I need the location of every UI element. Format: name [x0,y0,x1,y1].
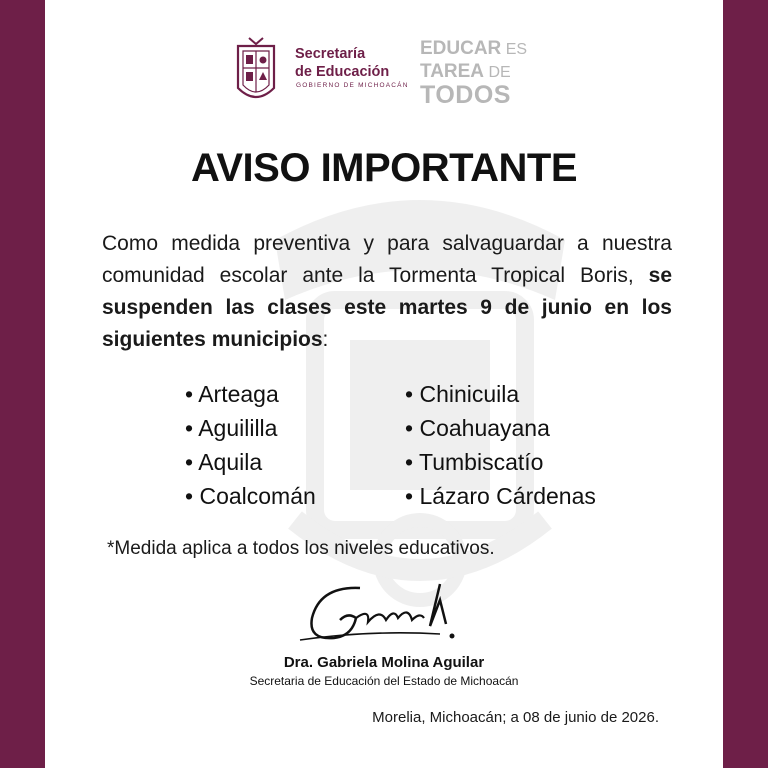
list-item: • Coahuayana [405,411,596,445]
slogan-word-tarea: TAREA [420,61,485,82]
list-item: • Lázaro Cárdenas [405,479,596,513]
header [45,36,723,116]
org-name-line2: de Educación [295,64,390,80]
slogan-word-educar: EDUCAR [420,38,502,59]
notice-intro: Como medida preventiva y para salvaguardar a nuestra comunidad escolar ante la Tormenta Tropical Boris, [102,232,672,287]
signatory-title: Secretaria de Educación del Estado de Michoacán [249,674,519,688]
list-item: • Chinicuila [405,377,596,411]
slogan [420,38,527,110]
slogan-word-es: ES [505,41,528,58]
list-item: • Tumbiscatío [405,445,596,479]
list-item: • Arteaga [185,377,316,411]
notice-end: : [322,328,329,351]
page-title: AVISO IMPORTANTE [190,146,578,190]
list-item: • Aguililla [185,411,316,445]
place-date: Morelia, Michoacán; a 08 de junio de 2026. [372,709,659,726]
slogan-word-de: DE [488,64,511,81]
footnote: *Medida aplica a todos los niveles educativos. [107,538,495,559]
michoacan-seal-icon [235,36,277,108]
municipios-list-left [185,377,316,513]
slogan-word-todos: TODOS [420,81,511,109]
org-name-line1: Secretaría [295,46,366,62]
notice-sheet [45,0,723,768]
org-subtitle: GOBIERNO DE MICHOACÁN [296,82,409,89]
list-item: • Coalcomán [185,479,316,513]
list-item: • Aquila [185,445,316,479]
notice-body [102,228,672,356]
municipios-list-right [405,377,596,513]
handwritten-signature [290,578,480,658]
org-name [295,45,389,81]
signatory-name: Dra. Gabriela Molina Aguilar [283,654,485,671]
notice-bold: se suspenden las clases este martes 9 de junio en los siguientes municipios [102,264,672,351]
